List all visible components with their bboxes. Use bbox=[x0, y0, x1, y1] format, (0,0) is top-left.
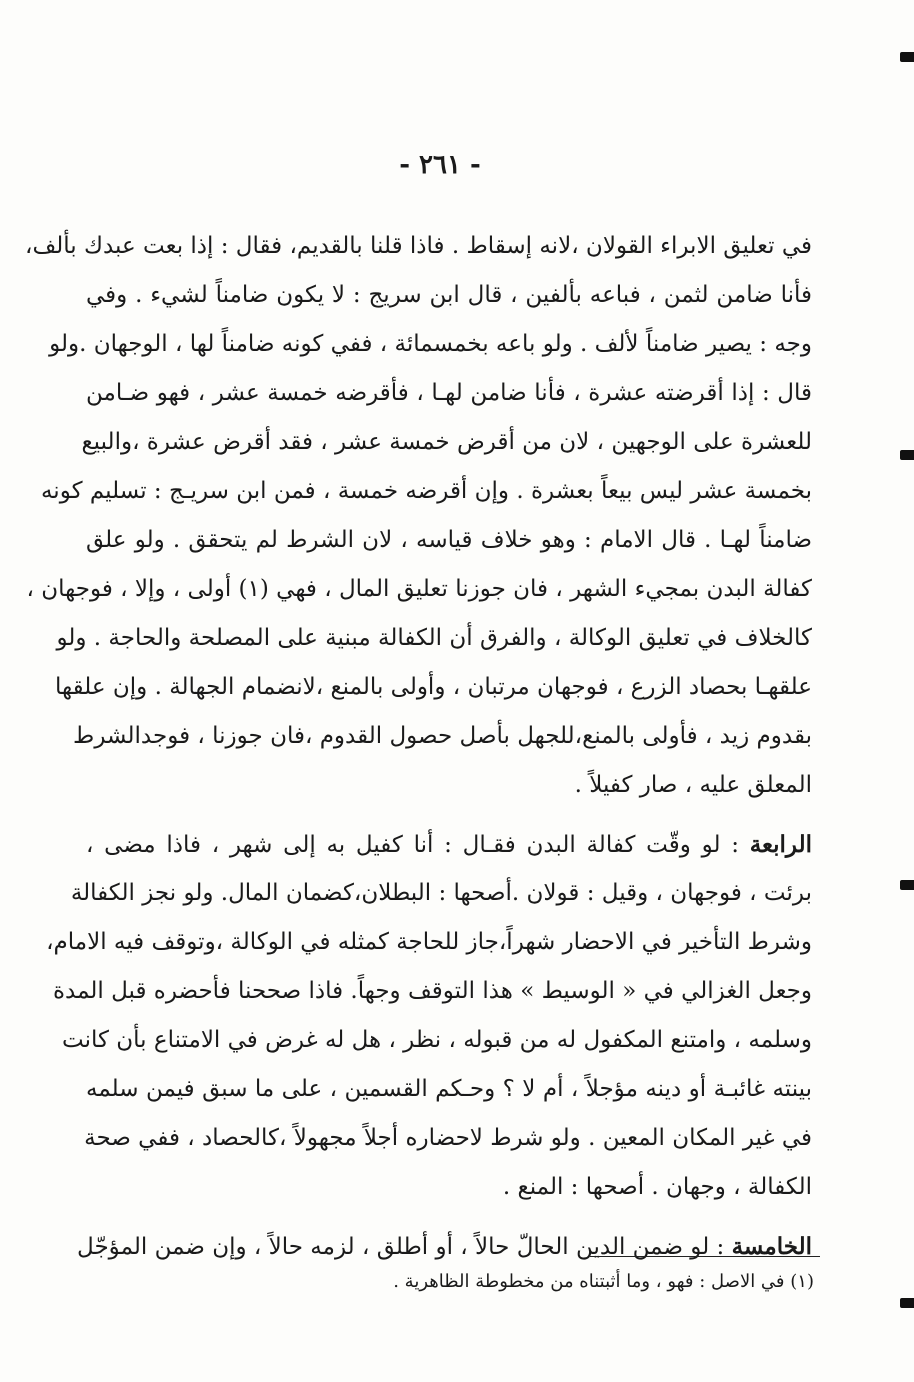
text-line: برئت ، فوجهان ، وقيل : قولان .أصحها : البطلان،كضمان المال. ولو نجز الكفالة bbox=[70, 880, 812, 906]
text-line: بخمسة عشر ليس بيعاً بعشرة . وإن أقرضه خمسة ، فمن ابن سريـج : تسليم كونه bbox=[40, 478, 812, 504]
text-line bbox=[77, 1222, 812, 1271]
text-line: وسلمه ، وامتنع المكفول له من قبوله ، نظر ، هل له غرض في الامتناع بأن كانت bbox=[62, 1027, 812, 1053]
text-line: المعلق عليه ، صار كفيلاً . bbox=[574, 772, 812, 798]
paragraph-2 bbox=[46, 820, 812, 1212]
text-line: في تعليق الابراء القولان ،لانه إسقاط . فاذا قلنا بالقديم، فقال : إذا بعت عبدك بألف، bbox=[25, 233, 812, 259]
text-line: قال : إذا أقرضته عشرة ، فأنا ضامن لهـا ، فأقرضه خمسة عشر ، فهو ضـامن bbox=[86, 380, 812, 406]
text-line: في غير المكان المعين . ولو شرط لاحضاره أجلاً مجهولاً ،كالحصاد ، ففي صحة bbox=[84, 1125, 812, 1151]
text-line: كفالة البدن بمجيء الشهر ، فان جوزنا تعليق المال ، فهي (١) أولى ، وإلا ، فوجهان ، bbox=[26, 576, 812, 602]
text-line: وجعل الغزالي في « الوسيط » هذا التوقف وجهاً. فاذا صححنا فأحضره قبل المدة bbox=[52, 978, 812, 1004]
page-edge-mark bbox=[900, 52, 914, 62]
text-span: : لو وقّت كفالة البدن فقـال : أنا كفيل به إلى شهر ، فاذا مضى ، bbox=[86, 832, 750, 858]
text-line: وشرط التأخير في الاحضار شهراً،جاز للحاجة كمثله في الوكالة ،وتوقف فيه الامام، bbox=[46, 929, 812, 955]
text-line: كالخلاف في تعليق الوكالة ، والفرق أن الكفالة مبنية على المصلحة والحاجة . ولو bbox=[56, 625, 812, 651]
paragraph-1 bbox=[25, 222, 812, 810]
text-line: للعشرة على الوجهين ، لان من أقرض خمسة عشر ، فقد أقرض عشرة ،والبيع bbox=[81, 429, 812, 455]
paragraph-3 bbox=[77, 1222, 812, 1271]
footnote-divider bbox=[590, 1256, 820, 1257]
page-edge-mark bbox=[900, 1298, 914, 1308]
page-edge-mark bbox=[900, 880, 914, 890]
text-line: فأنا ضامن لثمن ، فباعه بألفين ، قال ابن سريج : لا يكون ضامناً لشيء . وفي bbox=[86, 282, 812, 308]
paragraph-lead: الرابعة bbox=[749, 831, 812, 858]
text-line: وجه : يصير ضامناً لألف . ولو باعه بخمسمائة ، ففي كونه ضامناً لها ، الوجهان .ولو bbox=[49, 331, 812, 357]
text-span: : لو ضمن الدين الحالّ حالاً ، أو أطلق ، لزمه حالاً ، وإن ضمن المؤجّل bbox=[77, 1234, 732, 1260]
text-line: بقدوم زيد ، فأولى بالمنع،للجهل بأصل حصول القدوم ،فان جوزنا ، فوجدالشرط bbox=[73, 723, 812, 749]
page-number: - ٢٦١ - bbox=[399, 150, 481, 180]
body-text bbox=[25, 222, 812, 1271]
paragraph-lead: الخامسة bbox=[731, 1233, 812, 1260]
footnote: (١) في الاصل : فهو ، وما أثبتناه من مخطوطة الظاهرية . bbox=[393, 1271, 814, 1292]
text-line: الكفالة ، وجهان . أصحها : المنع . bbox=[502, 1174, 812, 1200]
text-line: ضامناً لهـا . قال الامام : وهو خلاف قياسه ، لان الشرط لم يتحقق . ولو علق bbox=[86, 527, 812, 553]
page-edge-mark bbox=[900, 450, 914, 460]
text-line: علقهـا بحصاد الزرع ، فوجهان مرتبان ، وأولى بالمنع ،لانضمام الجهالة . وإن علقها bbox=[54, 674, 812, 700]
text-line bbox=[86, 820, 812, 869]
text-line: بينته غائبـة أو دينه مؤجلاً ، أم لا ؟ وحـكم القسمين ، على ما سبق فيمن سلمه bbox=[86, 1076, 812, 1102]
